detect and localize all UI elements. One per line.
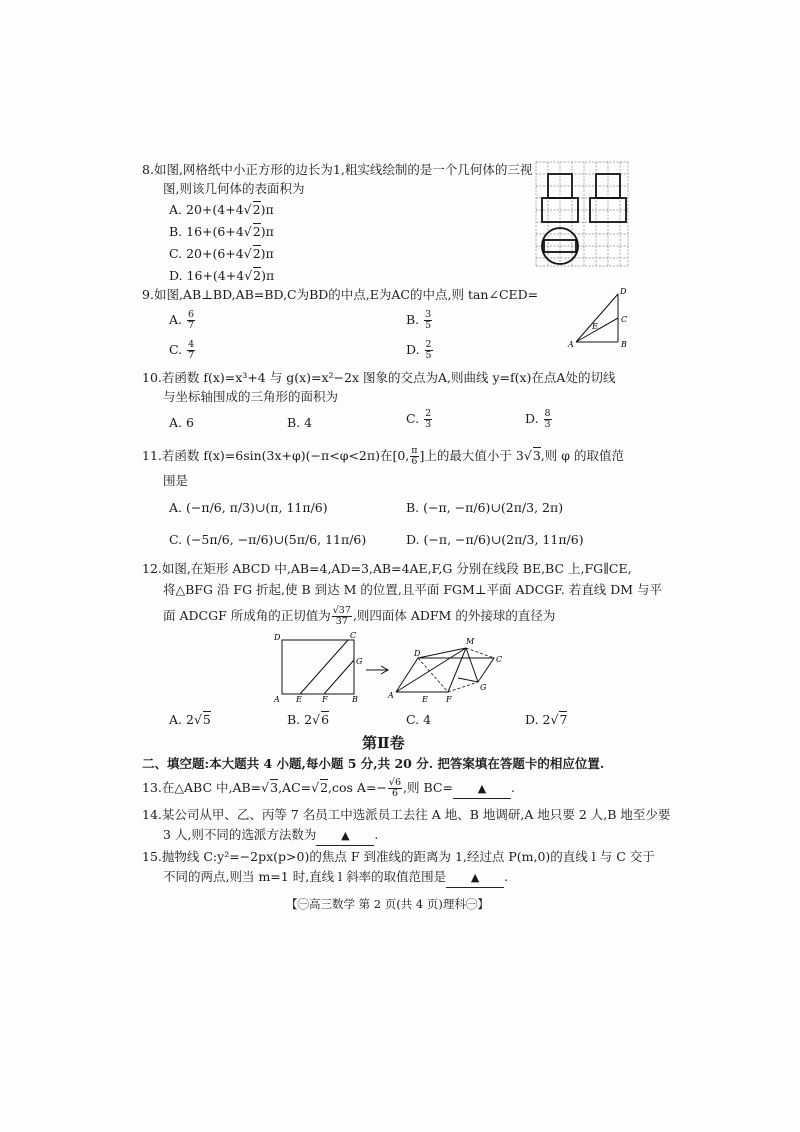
section-title: 二、填空题:本大题共 4 小题,每小题 5 分,共 20 分. 把答案填在答题卡的相应位置. <box>142 756 605 771</box>
fig-label: A <box>568 340 574 349</box>
q15-number: 15. <box>142 849 162 864</box>
numerator: 4 <box>188 339 195 350</box>
q12-fraction <box>332 606 352 627</box>
fig-label: A <box>388 691 394 700</box>
option-label: A. <box>169 500 183 515</box>
fig-label: B <box>621 340 627 349</box>
q13-text-e: ,则 BC= <box>403 780 453 795</box>
option-label: B. <box>406 500 420 515</box>
q11-text-1: 若函数 f(x)=6sin(3x+φ)(−π<φ<2π)在[0, <box>161 448 410 463</box>
q9-option-b <box>406 310 433 331</box>
option-label: D. <box>406 342 420 357</box>
q13-radicand-1: 3 <box>270 780 279 795</box>
denominator: 5 <box>425 320 432 331</box>
q11-line1: 11.若函数 f(x)=6sin(3x+φ)(−π<φ<2π)在[0, $\frac{\pi}{6}$ ]上的最大值小于 3√3,则 φ 的取值范 <box>142 445 624 467</box>
q9-option-d <box>406 340 434 361</box>
page-footer: 【㊀高三数学 第 2 页(共 4 页)理科㊀】 <box>286 897 489 911</box>
denominator: 7 <box>188 350 195 361</box>
q8-option-a: A. 20+(4+4√2)π <box>169 202 274 217</box>
q11-option-d <box>406 532 584 547</box>
option-radicand: 6 <box>321 712 330 727</box>
option-text: )π <box>261 268 275 283</box>
option-text: 4 <box>304 415 313 430</box>
q15-line1 <box>142 848 655 866</box>
option-label: B. <box>406 312 420 327</box>
option-radicand: 7 <box>559 712 568 727</box>
part-heading: 第Ⅱ卷 <box>362 734 405 752</box>
option-radicand: 2 <box>252 224 261 239</box>
option-label: C. <box>169 342 183 357</box>
q8-three-view-figure <box>534 160 630 268</box>
answer-blank[interactable]: ▲ <box>446 869 504 888</box>
q13-text-a: 在△ABC 中,AB= <box>161 780 262 795</box>
q11-option-a <box>169 500 328 515</box>
answer-blank[interactable]: ▲ <box>316 827 374 846</box>
q12-text-3: 面 ADCGF 所成角的正切值为 <box>163 608 331 623</box>
q15-text-2: 不同的两点,则当 m=1 时,直线 l 斜率的取值范围是 <box>163 869 447 884</box>
q9-number: 9. <box>142 287 154 302</box>
q14-number: 14. <box>142 807 162 822</box>
numerator: 2 <box>425 408 432 419</box>
q10-option-d <box>525 409 553 430</box>
q9-triangle-figure <box>566 284 636 350</box>
option-text: )π <box>260 246 274 261</box>
q12-option-d: D. 2√7 <box>525 712 568 727</box>
fig-label: D <box>274 633 281 642</box>
q10-option-c <box>406 409 433 430</box>
answer-blank[interactable]: ▲ <box>453 780 511 799</box>
fig-label: C <box>496 655 503 664</box>
q14-text-2: 3 人,则不同的选派方法数为 <box>163 827 317 842</box>
option-label: D. <box>406 532 420 547</box>
option-fraction <box>187 310 195 331</box>
q8-option-c: C. 20+(6+4√2)π <box>169 246 274 261</box>
q13-number: 13. <box>142 780 162 795</box>
q12-text-1: 如图,在矩形 ABCD 中,AB=4,AD=3,AB=4AE,F,G 分别在线段 BE,BC 上,FG∥CE, <box>161 561 632 576</box>
numerator: √6 <box>388 777 402 788</box>
option-label: A. <box>169 415 183 430</box>
denominator: 6 <box>411 456 418 467</box>
option-fraction <box>424 310 432 331</box>
option-label: C. <box>406 411 420 426</box>
denominator: 6 <box>391 788 398 799</box>
denominator: 5 <box>425 350 432 361</box>
q12-text-2: 将△BFG 沿 FG 折起,使 B 到达 M 的位置,且平面 FGM⊥平面 ADCGF. 若直线 DM 与平 <box>163 582 663 597</box>
fig-label: B <box>352 695 358 704</box>
q10-text-2: 与坐标轴围成的三角形的面积为 <box>163 389 339 404</box>
q11-option-c <box>169 532 366 547</box>
option-text: (−5π/6, −π/6)∪(5π/6, 11π/6) <box>186 532 367 547</box>
denominator: 37 <box>335 616 348 627</box>
option-text: 16+(4+4 <box>186 268 245 283</box>
option-label: C. <box>406 712 420 727</box>
q13-text-c: ,cos A=− <box>328 780 387 795</box>
q8-option-d: D. 16+(4+4√2)π <box>169 268 275 283</box>
q9-option-a <box>169 310 196 331</box>
q13-line: 13.在△ABC 中,AB=√3,AC=√2,cos A=− $\frac{√6}{6}$ ,则 BC= ▲ . <box>142 777 515 799</box>
q14-line2 <box>163 826 378 846</box>
q10-option-a <box>169 415 194 430</box>
option-fraction <box>424 409 432 430</box>
q12-number: 12. <box>142 561 162 576</box>
fig-label: E <box>296 695 302 704</box>
option-radicand: 5 <box>202 712 211 727</box>
q13-end: . <box>510 780 515 795</box>
option-radicand: 2 <box>253 268 262 283</box>
q10-text-1: 若函数 f(x)=x³+4 与 g(x)=x²−2x 图象的交点为A,则曲线 y=f(x)在点A处的切线 <box>161 370 616 385</box>
option-label: A. <box>169 202 183 217</box>
option-text: 20+(4+4 <box>186 202 244 217</box>
q13-text-b: ,AC= <box>278 780 312 795</box>
q8-text-2: 图,则该几何体的表面积为 <box>163 181 305 196</box>
option-text: 16+(6+4 <box>186 224 244 239</box>
q10-option-b <box>287 415 312 430</box>
option-label: B. <box>287 712 301 727</box>
q13-radicand-2: 2 <box>320 780 329 795</box>
denominator: 3 <box>544 419 551 430</box>
numerator: 3 <box>425 309 432 320</box>
option-label: A. <box>169 312 183 327</box>
option-label: B. <box>287 415 301 430</box>
numerator: 6 <box>188 309 195 320</box>
q11-text-4: 围是 <box>163 473 189 488</box>
q8-number: 8. <box>142 162 154 177</box>
option-text: )π <box>260 224 274 239</box>
fig-label: C <box>621 315 628 324</box>
numerator: 2 <box>425 339 432 350</box>
denominator: 3 <box>425 419 432 430</box>
q13-fraction <box>388 778 402 799</box>
q11-text-2: ]上的最大值小于 3 <box>419 448 524 463</box>
option-text: 4 <box>423 712 432 727</box>
q8-option-b: B. 16+(6+4√2)π <box>169 224 274 239</box>
numerator: 8 <box>544 408 551 419</box>
q14-end: . <box>374 827 379 842</box>
q9-option-c <box>169 340 196 361</box>
fig-label: D <box>414 649 421 658</box>
option-text: 2 <box>304 712 313 727</box>
option-text: (−π, −π/6)∪(2π/3, 11π/6) <box>423 532 584 547</box>
option-fraction <box>425 340 433 361</box>
q14-line1 <box>142 806 670 824</box>
numerator: π <box>411 445 418 456</box>
option-radicand: 2 <box>252 202 261 217</box>
fig-label: C <box>350 631 357 640</box>
fig-label: E <box>422 695 428 704</box>
q12-line3 <box>163 606 555 627</box>
fig-label: A <box>274 695 280 704</box>
option-text: (−π/6, π/3)∪(π, 11π/6) <box>186 500 328 515</box>
option-label: C. <box>169 532 183 547</box>
q15-line2 <box>163 868 508 888</box>
option-text: 6 <box>186 415 194 430</box>
fig-label: F <box>322 695 328 704</box>
option-fraction <box>544 409 552 430</box>
q15-end: . <box>504 869 509 884</box>
q14-text-1: 某公司从甲、乙、丙等 7 名员工中选派员工去往 A 地、B 地调研,A 地只要 2 人,B 地至少要 <box>161 807 671 822</box>
fig-label: M <box>466 637 475 646</box>
q12-folding-figure <box>268 630 508 706</box>
q11-text-3: ,则 φ 的取值范 <box>540 448 624 463</box>
fig-label: D <box>620 287 627 296</box>
q12-option-b: B. 2√6 <box>287 712 330 727</box>
option-text: (−π, −π/6)∪(2π/3, 2π) <box>423 500 564 515</box>
q11-radicand: 3 <box>532 448 541 463</box>
option-radicand: 2 <box>252 246 261 261</box>
fig-label: G <box>356 657 363 666</box>
fig-label: E <box>592 322 598 331</box>
q11-option-b <box>406 500 563 515</box>
q10-line1 <box>142 369 615 387</box>
option-text: 2 <box>186 712 194 727</box>
q10-number: 10. <box>142 370 162 385</box>
option-label: D. <box>525 712 539 727</box>
option-label: A. <box>169 712 183 727</box>
denominator: 7 <box>188 320 195 331</box>
q8-line1 <box>142 161 532 179</box>
option-fraction <box>187 340 195 361</box>
option-label: B. <box>169 224 183 239</box>
option-label: D. <box>525 411 539 426</box>
option-text: )π <box>260 202 274 217</box>
q12-line1 <box>142 560 632 578</box>
numerator: √37 <box>332 605 351 616</box>
option-text: 20+(6+4 <box>186 246 244 261</box>
fig-label: G <box>480 683 487 692</box>
q8-text-1: 如图,网格纸中小正方形的边长为1,粗实线绘制的是一个几何体的三视 <box>153 162 533 177</box>
q12-text-4: ,则四面体 ADFM 的外接球的直径为 <box>352 608 556 623</box>
q11-fraction <box>410 446 418 467</box>
q9-text: 如图,AB⊥BD,AB=BD,C为BD的中点,E为AC的中点,则 tan∠CED= <box>153 287 539 302</box>
option-label: C. <box>169 246 183 261</box>
option-text: 2 <box>542 712 551 727</box>
q9-line <box>142 286 538 304</box>
q12-option-a: A. 2√5 <box>169 712 211 727</box>
option-label: D. <box>169 268 183 283</box>
q12-option-c <box>406 712 431 727</box>
q11-number: 11. <box>142 448 162 463</box>
q15-text-1: 抛物线 C:y²=−2px(p>0)的焦点 F 到准线的距离为 1,经过点 P(m,0)的直线 l 与 C 交于 <box>161 849 655 864</box>
fig-label: F <box>446 695 452 704</box>
